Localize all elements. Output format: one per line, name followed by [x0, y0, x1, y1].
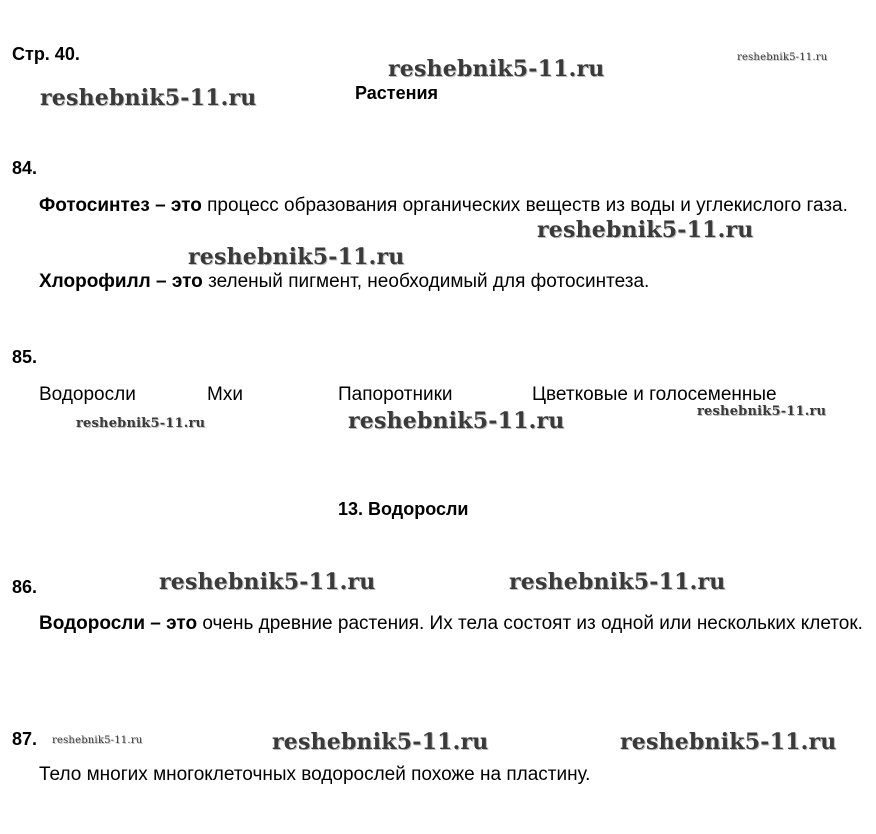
page-reference: Стр. 40. [12, 44, 80, 64]
watermark: reshebnik5-11.ru [348, 408, 565, 434]
watermark: reshebnik5-11.ru [159, 569, 376, 595]
watermark: reshebnik5-11.ru [188, 244, 405, 270]
watermark: reshebnik5-11.ru [509, 569, 726, 595]
term-photosynthesis: Фотосинтез – это [39, 195, 202, 216]
definition-photosynthesis-text: процесс образования органических веществ из воды и углекислого газа. [201, 195, 848, 216]
watermark: reshebnik5-11.ru [272, 729, 489, 755]
category-algae: Водоросли [39, 384, 136, 405]
watermark: reshebnik5-11.ru [388, 56, 605, 82]
question-number-85: 85. [12, 347, 38, 367]
question-number-84: 84. [12, 158, 38, 178]
question-number-87: 87. [12, 729, 38, 749]
question-number-86: 86. [12, 577, 38, 597]
section-title: Растения [355, 83, 439, 103]
watermark: reshebnik5-11.ru [737, 52, 828, 63]
watermark: reshebnik5-11.ru [620, 729, 837, 755]
category-flowering-gymnosperms: Цветковые и голосеменные [532, 384, 777, 405]
category-mosses: Мхи [207, 384, 243, 405]
term-chlorophyll: Хлорофилл – это [39, 271, 203, 292]
definition-algae-text: очень древние растения. Их тела состоят из одной или нескольких клеток. [197, 613, 863, 634]
definition-algae [12, 605, 868, 642]
definition-chlorophyll [12, 263, 868, 300]
category-ferns: Папоротники [338, 384, 453, 405]
watermark: reshebnik5-11.ru [697, 404, 827, 419]
watermark: reshebnik5-11.ru [52, 735, 143, 746]
term-algae: Водоросли – это [39, 613, 198, 634]
definition-chlorophyll-text: зеленый пигмент, необходимый для фотосинтеза. [202, 271, 650, 292]
answer-87: Тело многих многоклеточных водорослей похоже на пластину. [39, 764, 591, 785]
watermark: reshebnik5-11.ru [40, 85, 257, 111]
watermark: reshebnik5-11.ru [537, 217, 754, 243]
watermark: reshebnik5-11.ru [76, 416, 206, 431]
chapter-title: 13. Водоросли [338, 499, 469, 519]
